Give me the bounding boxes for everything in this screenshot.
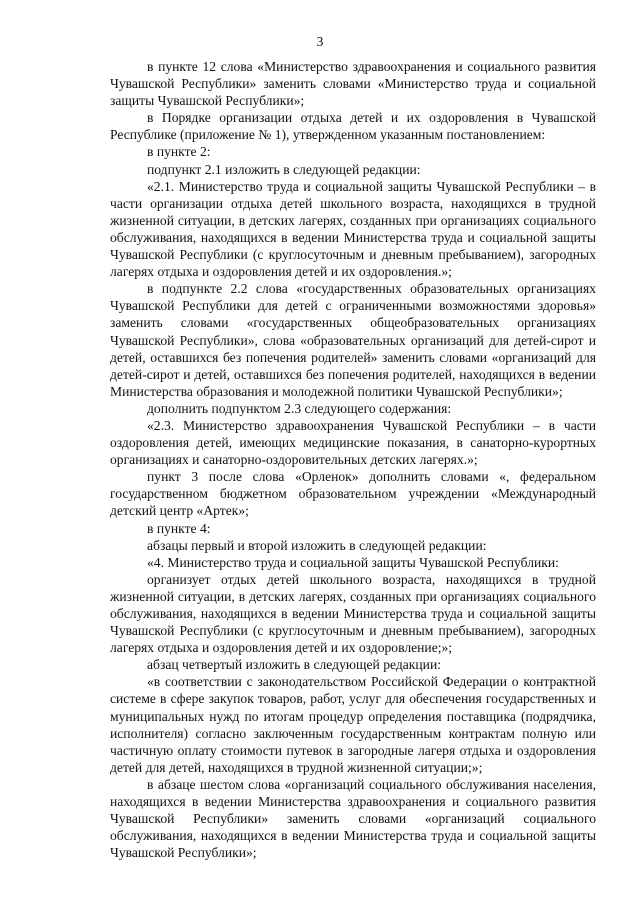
paragraph: в подпункте 2.2 слова «государственных образовательных организациях Чувашской Республики для детей с ограниченными возможностями здоровья» заменить словами «государственных общеобразовательных организациях Чувашской Республики», слова «образовательных организаций для детей-сирот и детей, оставшихся без попечения родителей» заменить словами «организаций для детей-сирот и детей, оставшихся без попечения родителей, находящихся в ведении Министерства образования и молодежной политики Чувашской Республики»; [110, 281, 596, 399]
paragraph: «2.3. Министерство здравоохранения Чувашской Республики – в части оздоровления детей, имеющих медицинские показания, в санаторно-курортных организациях и санаторно-оздоровительных детских лагерях.»; [110, 417, 596, 468]
paragraph: в Порядке организации отдыха детей и их оздоровления в Чувашской Республике (приложение № 1), утвержденном указанным постановлением: [110, 110, 596, 143]
paragraph: в абзаце шестом слова «организаций социального обслуживания населения, находящихся в ведении Министерства здравоохранения и социального развития Чувашской Республики» заменить словами «организаций социального обслуживания, находящихся в ведении Министерства труда и социальной защиты Чувашской Республики»; [110, 776, 596, 861]
paragraph: «в соответствии с законодательством Российской Федерации о контрактной системе в сфере закупок товаров, работ, услуг для обеспечения государственных и муниципальных нужд по итогам процедур определения поставщика (подрядчика, исполнителя) согласно заключенным государственным контрактам полную или частичную оплату стоимости путевок в загородные лагеря отдыха и оздоровления детей для детей, находящихся в трудной жизненной ситуации;»; [110, 674, 596, 775]
paragraph: в пункте 4: [147, 520, 211, 536]
page-number: 3 [316, 34, 324, 49]
paragraph: подпункт 2.1 изложить в следующей редакции: [147, 161, 421, 177]
paragraph: дополнить подпунктом 2.3 следующего содержания: [147, 400, 452, 416]
paragraph: в пункте 2: [147, 144, 211, 160]
document-body [110, 58, 596, 861]
paragraph: абзацы первый и второй изложить в следующей редакции: [147, 537, 487, 553]
paragraph: абзац четвертый изложить в следующей редакции: [147, 657, 442, 673]
paragraph: организует отдых детей школьного возраста, находящихся в трудной жизненной ситуации, в детских лагерях, созданных при организациях социального обслуживания, находящихся в ведении Министерства труда и социальной защиты Чувашской Республики (с круглосуточным и дневным пребыванием), загородных лагерях отдыха и оздоровления детей и их оздоровление;»; [110, 571, 596, 656]
paragraph: «4. Министерство труда и социальной защиты Чувашской Республики: [147, 554, 559, 570]
paragraph: пункт 3 после слова «Орленок» дополнить словами «, федеральном государственном бюджетном образовательном учреждении «Международный детский центр «Артек»; [110, 469, 596, 519]
paragraph: «2.1. Министерство труда и социальной защиты Чувашской Республики – в части организации отдыха детей школьного возраста, находящихся в трудной жизненной ситуации, в детских лагерях, созданных при организациях социального обслуживания, находящихся в ведении Министерства труда и социальной защиты Чувашской Республики (с круглосуточным и дневным пребыванием), загородных лагерях отдыха и оздоровления детей и их оздоровления.»; [110, 178, 596, 280]
paragraph: в пункте 12 слова «Министерство здравоохранения и социального развития Чувашской Республики» заменить словами «Министерство труда и социальной защиты Чувашской Республики»; [110, 59, 596, 109]
